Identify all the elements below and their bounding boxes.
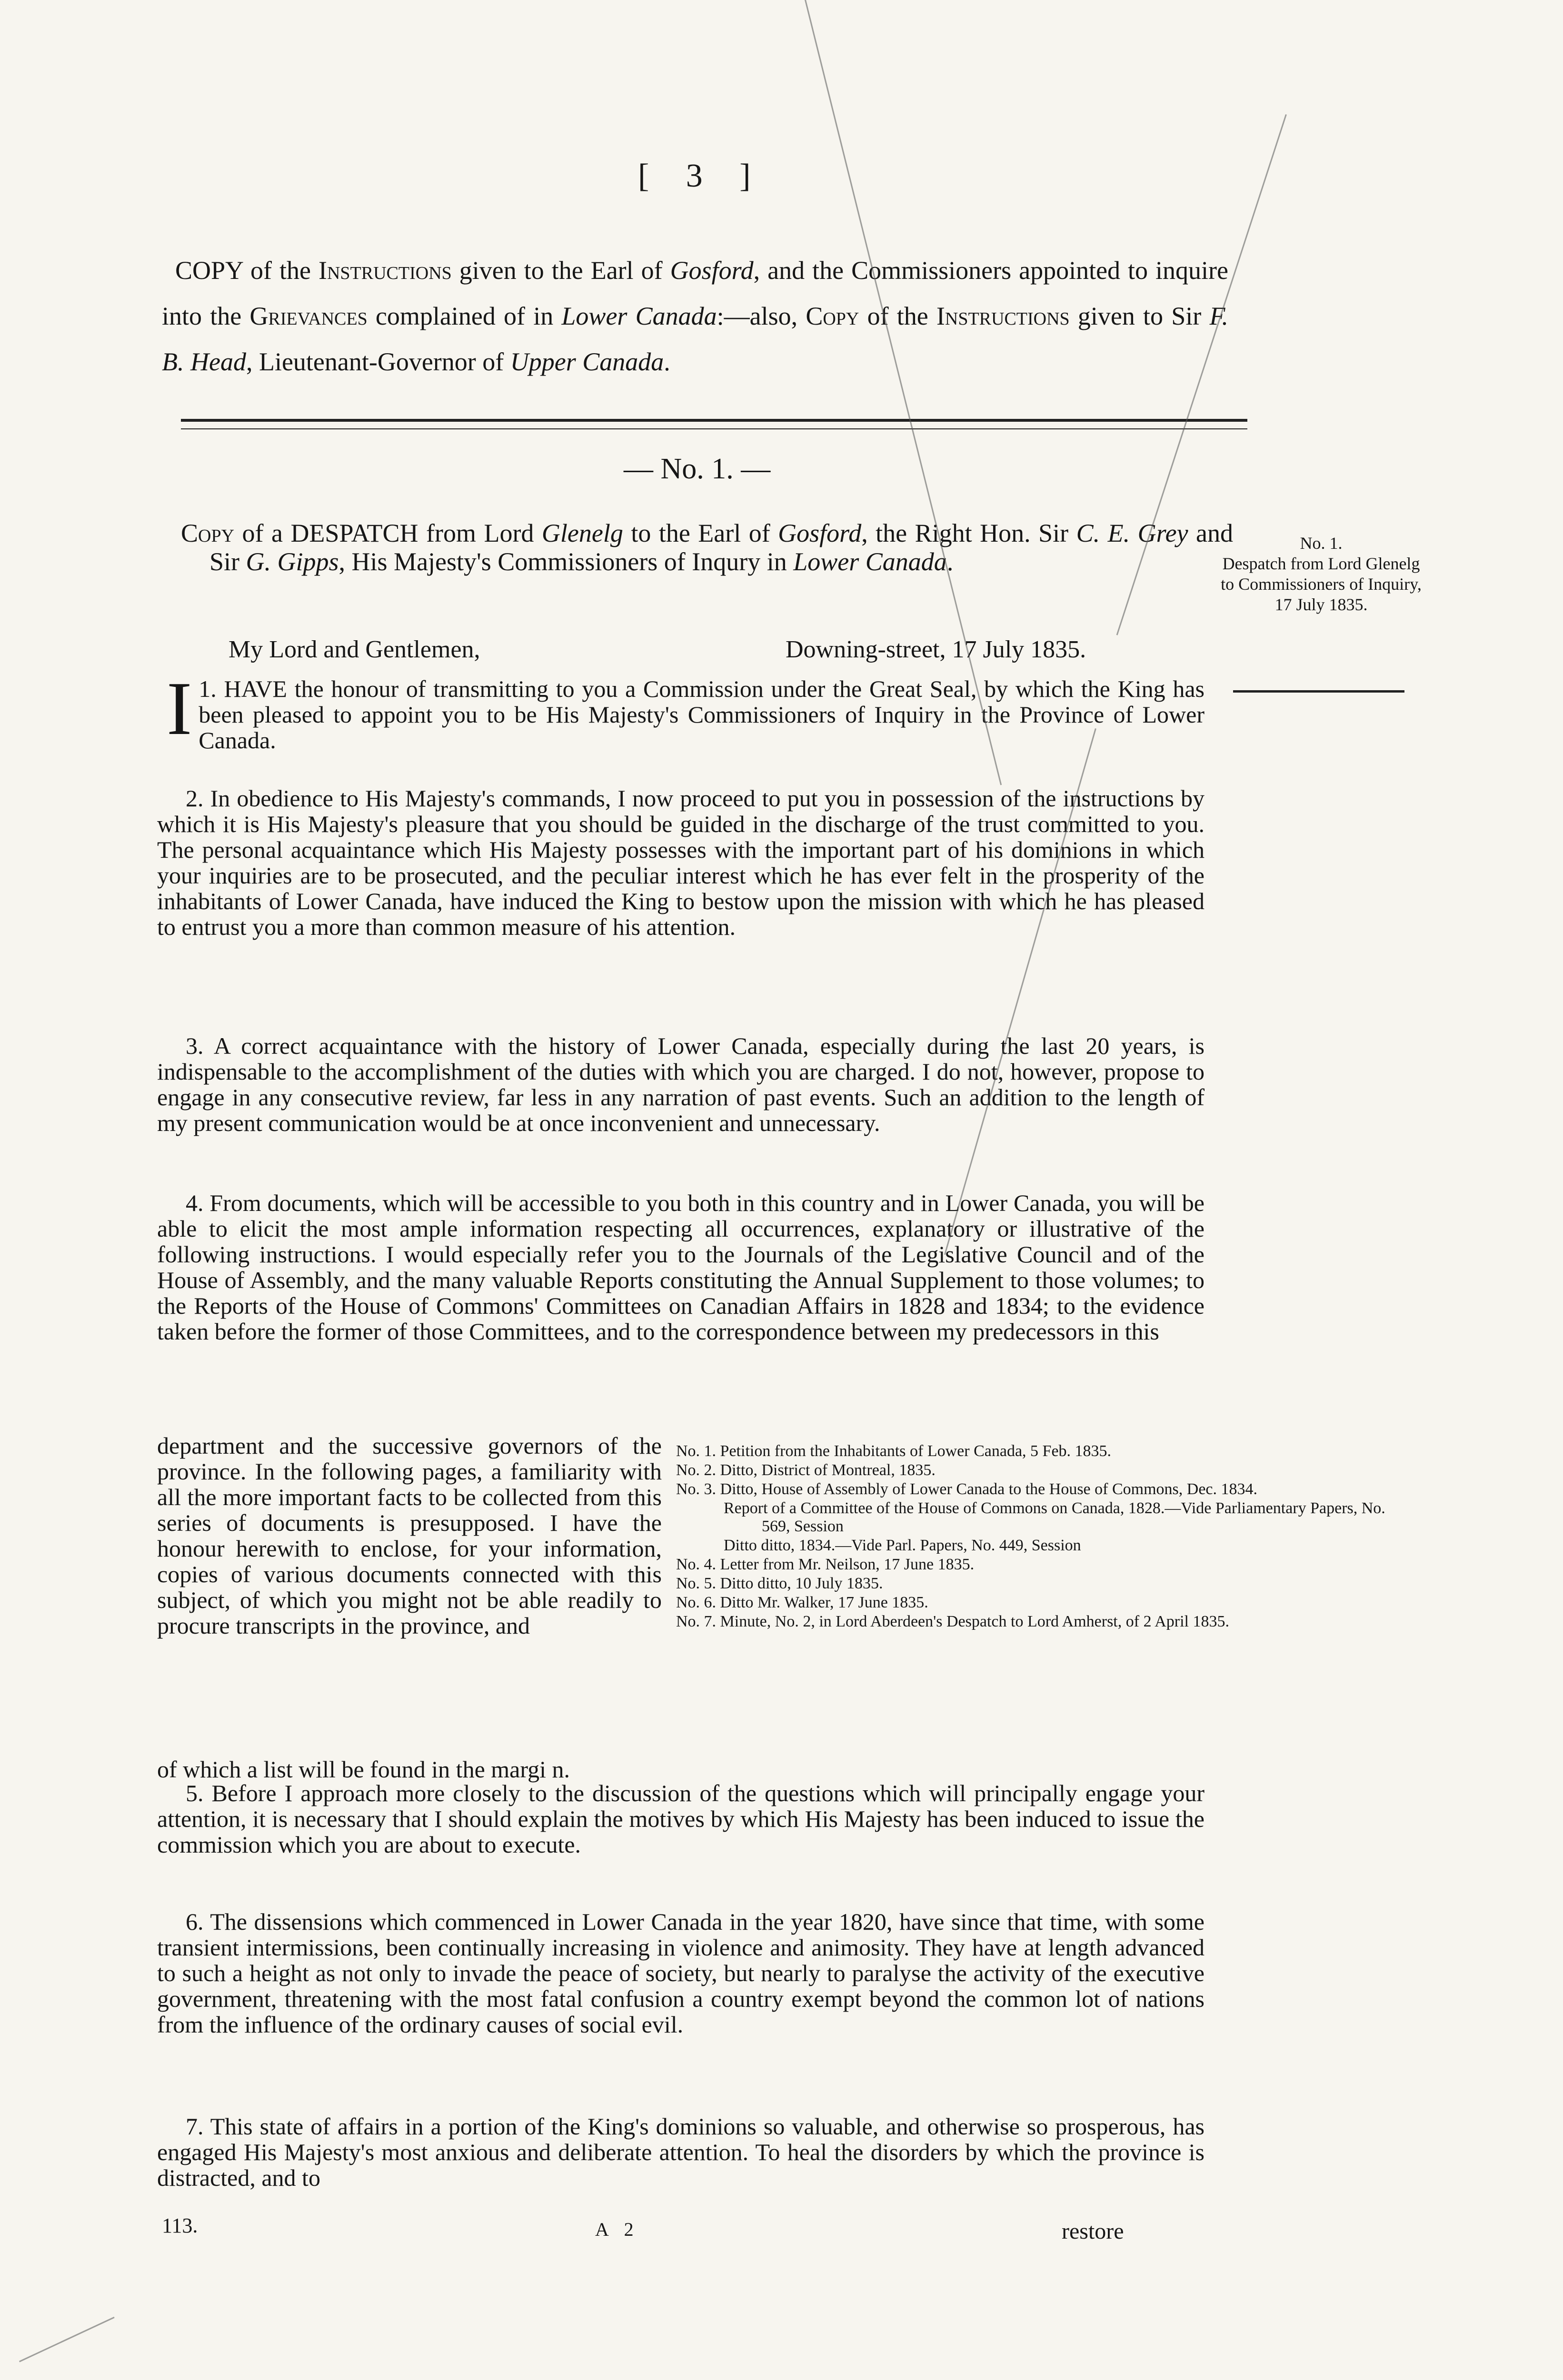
title-rule-thin [181,428,1247,429]
enclosure-list [676,1442,1400,1632]
paragraph-2: 2. In obedience to His Majesty's commands, I now proceed to put you in possession of the instructions by which it is His Majesty's pleasure that you should be guided in the discharge of the trust committed to you. The personal acquaintance which His Majesty possesses with the important part of his dominions in which your inquiries are to be prosecuted, and the peculiar interest which he has ever felt in the prosperity of the inhabitants of Lower Canada, have induced the King to bestow upon the mission with which he has pleased to entrust you a more than common measure of his attention. [157,785,1205,940]
paragraph-3: 3. A correct acquaintance with the history of Lower Canada, especially during the last 20 years, is indispensable to the accomplishment of the duties with which you are charged. I do not, however, propose to engage in any consecutive review, far less in any narration of past events. Such an addition to the length of my present communication would be at once inconvenient and unnecessary. [157,1032,1205,1136]
enclosure-subitem: Ditto ditto, 1834.—Vide Parl. Papers, No. 449, Session [724,1537,1081,1554]
paragraph-4: 4. From documents, which will be accessible to you both in this country and in Lower Canada, you will be able to elicit the most ample information respecting all occurrences, explanatory or illustrative of the following instructions. I would especially refer you to the Journals of the Legislative Council and of the House of Assembly, and the many valuable Reports constituting the Annual Supplement to those volumes; to the Reports of the House of Commons' Committees on Canadian Affairs in 1828 and 1834; to the evidence taken before the former of those Committees, and to the correspondence between my predecessors in this [157,1190,1205,1345]
paragraph-4-continued: department and the successive governors of the province. In the following pages, a familiarity with all the more important facts to be collected from this series of documents is presupposed. I have the honour herewith to enclose, for your information, copies of various documents connected with this subject, of which you might not be able readily to procure transcripts in the province, and [157,1432,662,1639]
dateline: Downing-street, 17 July 1835. [786,636,1086,663]
margin-note-number: No. 1. [1300,534,1343,553]
enclosure-item: No. 1. Petition from the Inhabitants of Lower Canada, 5 Feb. 1835. [676,1442,1112,1460]
signature-mark: 113. [162,2214,198,2237]
drop-cap: I [167,666,192,751]
margin-note-text: Despatch from Lord Glenelg to Commissioners of Inquiry, 17 July 1835. [1221,554,1422,614]
enclosure-item: No. 5. Ditto ditto, 10 July 1835. [676,1575,883,1592]
title-rule [181,419,1247,422]
signature-letter: A 2 [595,2219,639,2240]
enclosure-subitem: Report of a Committee of the House of Commons on Canada, 1828.—Vide Parliamentary Papers, No. 569, Session [724,1499,1385,1535]
scan-scratch [805,0,1002,785]
enclosure-item: No. 7. Minute, No. 2, in Lord Aberdeen's Despatch to Lord Amherst, of 2 April 1835. [676,1613,1229,1630]
salutation: My Lord and Gentlemen, [229,636,480,663]
document-title: COPY of the Instructions given to the Earl of Gosford, and the Commissioners appointed to inquire into the Grievances complained of in Lower Canada:—also, Copy of the Instructions given to Sir F. B. Head, Lieutenant-Governor of Upper Canada. [162,256,1228,376]
enclosure-item: No. 6. Ditto Mr. Walker, 17 June 1835. [676,1594,928,1611]
enclosure-item: No. 2. Ditto, District of Montreal, 1835. [676,1461,936,1479]
paragraph-4-tail: of which a list will be found in the margi n. [157,1756,570,1783]
despatch-title: Copy of a DESPATCH from Lord Glenelg to the Earl of Gosford, the Right Hon. Sir C. E. Grey and Sir G. Gipps, His Majesty's Commissioners of Inqury in Lower Canada. [181,519,1233,576]
margin-note-rule [1233,690,1404,693]
enclosure-item: No. 4. Letter from Mr. Neilson, 17 June 1835. [676,1556,975,1573]
catchword: restore [1062,2219,1124,2244]
margin-note [1214,533,1428,615]
page-number: [ 3 ] [638,158,765,194]
paragraph-number: 1. [199,675,217,702]
paragraph-6: 6. The dissensions which commenced in Lower Canada in the year 1820, have since that time, with some transient intermissions, been continually increasing in violence and animosity. They have at length advanced to such a height as not only to invade the peace of society, but nearly to paralyse the activity of the executive government, threatening with the most fatal confusion a country exempt beyond the common lot of nations from the influence of the ordinary causes of social evil. [157,1908,1205,2038]
scan-scratch [19,2317,115,2362]
paragraph-7: 7. This state of affairs in a portion of the King's dominions so valuable, and otherwise so prosperous, has engaged His Majesty's most anxious and deliberate attention. To heal the disorders by which the province is distracted, and to [157,2113,1205,2191]
document-number: — No. 1. — [624,453,771,485]
paragraph-5: 5. Before I approach more closely to the discussion of the questions which will principally engage your attention, it is necessary that I should explain the motives by which His Majesty has been induced to issue the commission which you are about to execute. [157,1780,1205,1858]
paragraph-1: 1. I HAVE the honour of transmitting to you a Commission under the Great Seal, by which the King has been pleased to appoint you to be His Majesty's Commissioners of Inquiry in the Province of Lower Canada. [167,666,1205,754]
enclosure-item: No. 3. Ditto, House of Assembly of Lower Canada to the House of Commons, Dec. 1834. [676,1480,1257,1498]
